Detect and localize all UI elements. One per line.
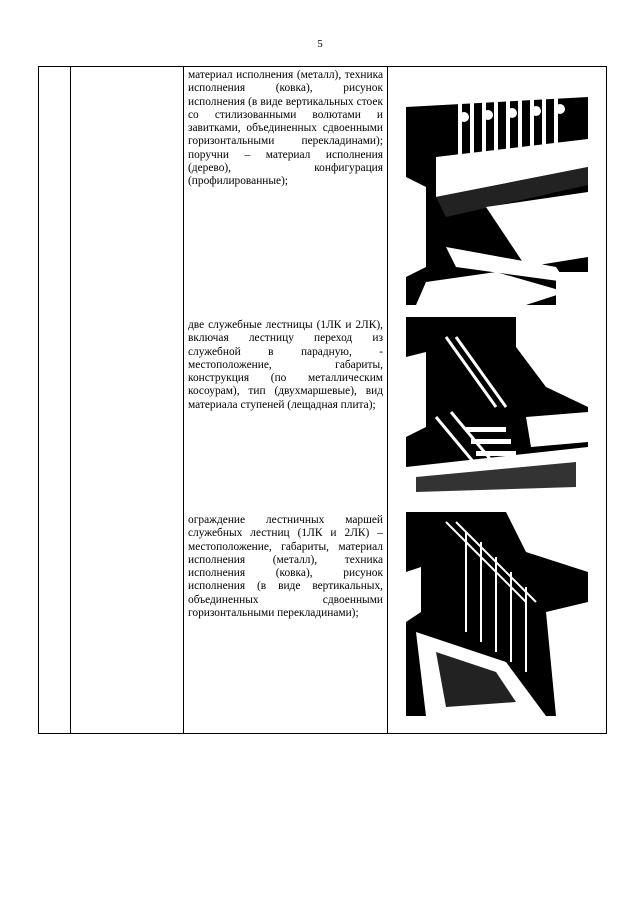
subject-table: [38, 66, 607, 734]
number-cell: [39, 67, 71, 734]
table-row: [39, 67, 607, 734]
photo-staircase-railing: [406, 512, 588, 716]
description-text-service-stairs: две служебные лестницы (1ЛК и 2ЛК), включая лестницу переход из служебной в парадную, - местоположение, габариты, конструкция (по металлическим косоурам), тип (двухмаршевые), вид материала ступеней (лещадная плита);: [188, 319, 383, 411]
photo-service-staircase: [406, 317, 588, 495]
description-text-railing: материал исполнения (металл), техника исполнения (ковка), рисунок исполнения (в виде вертикальных стоек со стилизованными волютами и завитками, объединенных сдвоенными горизонтальными перекладинами); поручни – материал исполнения (дерево), конфигурация (профилированные);: [188, 69, 383, 188]
object-cell: [71, 67, 184, 734]
photo-cell: [388, 67, 607, 734]
page-number: 5: [317, 38, 323, 50]
photo-railing-balusters: [406, 67, 588, 305]
description-text-stair-railing: ограждение лестничных маршей служебных лестниц (1ЛК и 2ЛК) – местоположение, габариты, материал исполнения (металл), техника исполнения (ковка), рисунок исполнения (в виде вертикальных, объединенных сдвоенными горизонтальными перекладинами);: [188, 514, 383, 620]
description-cell: [184, 67, 388, 734]
